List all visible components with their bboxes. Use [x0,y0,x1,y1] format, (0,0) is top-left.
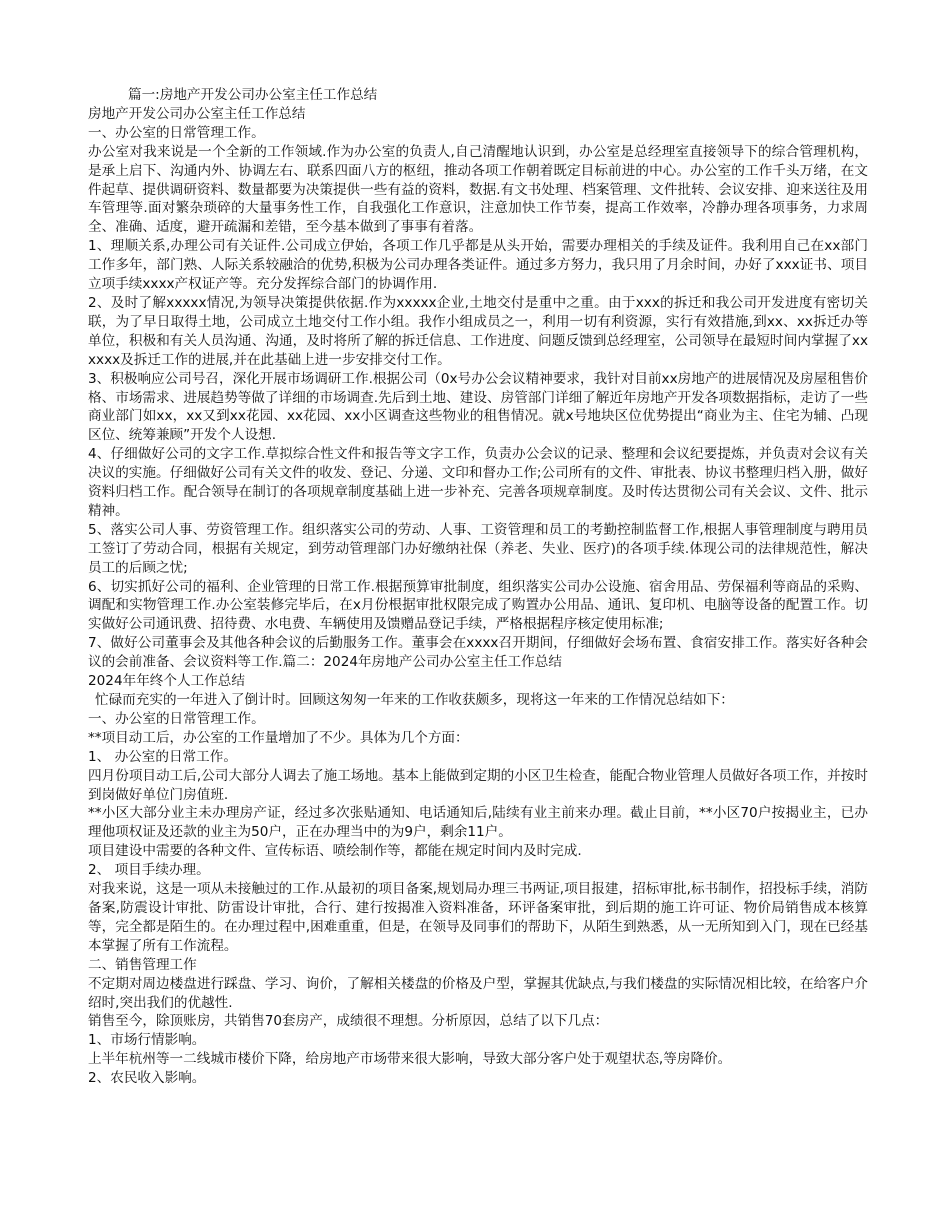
paragraph: **项目动工后，办公室的工作量增加了不少。具体为几个方面： [88,729,469,746]
subsection-heading: 2、农民收入影响。 [88,1070,206,1087]
paragraph: 6、切实抓好公司的福利、企业管理的日常工作.根据预算审批制度，组织落实公司办公设施、宿舍用品、劳保福利等商品的采购、调配和实物管理工作.办公室装修完毕后，在x月份根据审批权限完成了购置办公用品、通讯、复印机、电脑等设备的配置工作。切实做好公司通讯费、招待费、水电费、车辆使用及馈赠品登记手续，严格根据程序核定使用标准; [88,578,868,633]
paragraph: 办公室对我来说是一个全新的工作领域.作为办公室的负责人,自己清醒地认识到，办公室是总经理室直接领导下的综合管理机构，是承上启下、沟通内外、协调左右、联系四面八方的枢纽，推动各项工作朝着既定目标前进的中心。办公室的工作千头万绪，在文件起草、提供调研资料、数量都要为决策提供一些有益的资料，数据.有文书处理、档案管理、文件批转、会议安排、迎来送往及用车管理等.面对繁杂琐碎的大量事务性工作，自我强化工作意识，注意加快工作节奏，提高工作效率，冷静办理各项事务，力求周全、准确、适度，避开疏漏和差错，至今基本做到了事事有着落。 [88,143,868,236]
paragraph: 四月份项目动工后,公司大部分人调去了施工场地。基本上能做到定期的小区卫生检查，能配合物业管理人员做好各项工作，并按时到岗做好单位门房值班. [88,767,868,803]
paragraph: 不定期对周边楼盘进行踩盘、学习、询价，了解相关楼盘的价格及户型，掌握其优缺点,与我们楼盘的实际情况相比较，在给客户介绍时,突出我们的优越性. [88,975,868,1011]
subsection-heading: 1、市场行情影响。 [88,1032,206,1049]
paragraph: 7、做好公司董事会及其他各种会议的后勤服务工作。董事会在xxxx召开期间，仔细做好会场布置、食宿安排工作。落实好各种会议的会前准备、会议资料等工作.篇二：2024年房地产公司办公室主任工作总结 [88,635,868,671]
paragraph: 5、落实公司人事、劳资管理工作。组织落实公司的劳动、人事、工资管理和员工的考勤控制监督工作,根据人事管理制度与聘用员工签订了劳动合同，根据有关规定，到劳动管理部门办好缴纳社保（养老、失业、医疗)的各项手续.体现公司的法律规范性，解决员工的后顾之忧; [88,521,868,576]
subsection-heading: 2、 项目手续办理。 [88,862,210,879]
paragraph: 3、积极响应公司号召，深化开展市场调研工作.根据公司（0x号办公会议精神要求，我针对目前xx房地产的进展情况及房屋租售价格、市场需求、进展趋势等做了详细的市场调查.先后到土地、建设、房管部门详细了解近年房地产开发各项数据指标，走访了一些商业部门如xx，xx又到xx花园、xx花园、xx小区调查这些物业的租售情况。就x号地块区位优势提出“商业为主、住宅为辅、凸现区位、统筹兼顾”开发个人设想. [88,370,868,444]
paragraph: 销售至今，除顶账房，共销售70套房产，成绩很不理想。分析原因，总结了以下几点： [88,1013,609,1030]
paragraph: 忙碌而充实的一年进入了倒计时。回顾这匆匆一年来的工作收获颇多，现将这一年来的工作情况总结如下： [95,692,734,708]
subsection-heading: 1、 办公室的日常工作。 [88,748,237,765]
paragraph: **小区大部分业主未办理房产证，经过多次张贴通知、电话通知后,陆续有业主前来办理。截止目前，**小区70户按揭业主，已办理他项权证及还款的业主为50户，正在办理当中的为9户，剩余11户。 [88,805,868,841]
paragraph: 对我来说，这是一项从未接触过的工作.从最初的项目备案,规划局办理三书两证,项目报建，招标审批,标书制作，招投标手续，消防备案,防震设计审批、防雷设计审批，合行、建行按揭准入资料准备，环评备案审批，到后期的施工许可证、物价局销售成本核算等，完全都是陌生的。在办理过程中,困难重重，但是，在领导及同事们的帮助下，从陌生到熟悉，从一无所知到入门，现在已经基本掌握了所有工作流程。 [88,881,868,954]
section-heading: 一、办公室的日常管理工作。 [88,710,265,727]
document-title: 2024年年终个人工作总结 [88,673,245,690]
section-heading: 一、办公室的日常管理工作。 [88,124,265,141]
paragraph: 项目建设中需要的各种文件、宣传标语、喷绘制作等，都能在规定时间内及时完成. [88,843,582,860]
paragraph: 2、及时了解xxxxx情况,为领导决策提供依据.作为xxxxx企业,土地交付是重中之重。由于xxx的拆迁和我公司开发进度有密切关联，为了早日取得土地，公司成立土地交付工作小组。我作小组成员之一，利用一切有利资源，实行有效措施,到xx、xx拆迁办等单位，积极和有关人员沟通、沟通，及时将所了解的拆迁信息、工作进度、问题反馈到总经理室，公司领导在最短时间内掌握了xxxxxx及拆迁工作的进展,并在此基础上进一步安排交付工作。 [88,294,868,368]
document-body [88,86,868,1088]
section-heading: 二、销售管理工作 [88,956,197,973]
document-title: 房地产开发公司办公室主任工作总结 [88,105,306,122]
paragraph: 1、理顺关系,办理公司有关证件.公司成立伊始，各项工作几乎都是从头开始，需要办理相关的手续及证件。我利用自己在xx部门工作多年，部门熟、人际关系较融洽的优势,积极为公司办理各类证件。通过多方努力，我只用了月余时间，办好了xxx证书、项目立项手续xxxx产权证产等。充分发挥综合部门的协调作用. [88,238,868,293]
paragraph: 上半年杭州等一二线城市楼价下降，给房地产市场带来很大影响，导致大部分客户处于观望状态,等房降价。 [88,1051,732,1068]
paragraph: 4、仔细做好公司的文字工作.草拟综合性文件和报告等文字工作，负责办公会议的记录、整理和会议纪要提炼，并负责对会议有关决议的实施。仔细做好公司有关文件的收发、登记、分递、文印和督办工作;公司所有的文件、审批表、协议书整理归档入册，做好资料归档工作。配合领导在制订的各项规章制度基础上进一步补充、完善各项规章制度。及时传达贯彻公司有关会议、文件、批示精神。 [88,446,868,519]
document-heading: 篇一:房地产开发公司办公室主任工作总结 [128,87,378,103]
